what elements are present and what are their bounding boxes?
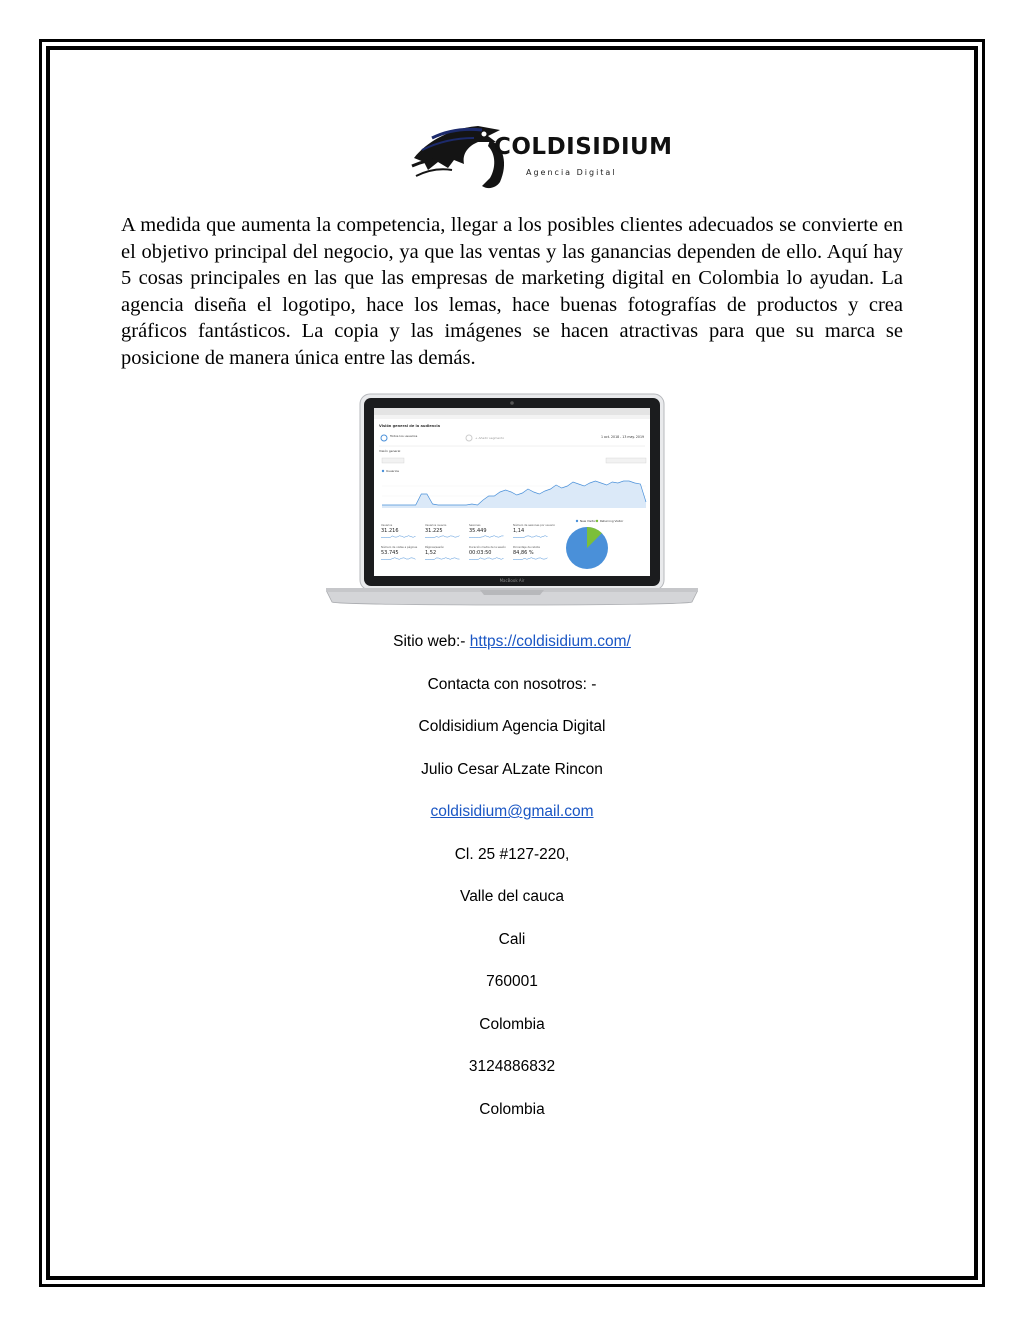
website-link[interactable]: https://coldisidium.com/ [469,633,631,650]
metric-label: Duración media de la sesión [469,546,506,549]
metric-label: Usuarios nuevos [425,524,447,527]
postal-code-line: 760001 [486,973,538,990]
screen-date-range: 1 oct. 2018 - 13 may. 2019 [601,435,645,439]
metric-value: 31.216 [381,528,399,534]
email-link-line [0,803,1024,821]
laptop-analytics-image [326,390,698,612]
camera-icon [510,401,514,405]
laptop-model-label: MacBook Air [499,578,525,583]
company-logo [408,120,673,190]
metric-value: 31.225 [425,528,443,534]
tab-overview: Visión general [379,449,401,453]
metric-label: Páginas/sesión [425,546,445,549]
metric-value: 1,14 [513,528,525,534]
city-line: Cali [498,931,526,948]
segment-add: + Añadir segmento [475,436,505,440]
metric-label: Usuarios [381,524,393,527]
company-name: Coldisidium Agencia Digital [418,718,606,735]
region-line: Valle del cauca [460,888,564,905]
pie-legend-new: New Visitor [580,519,596,523]
address-line: Cl. 25 #127-220, [454,846,570,863]
metric-label: Porcentaje de rebote [513,546,540,549]
segment-all: Todos los usuarios [390,434,418,438]
metric-value: 1,52 [425,550,437,556]
contact-heading: Contacta con nosotros: - [427,676,597,693]
brand-tagline: Agencia Digital [526,168,617,177]
metric-value: 00:03:50 [469,550,492,556]
metric-value: 84,86 % [513,550,534,556]
country-repeat-line: Colombia [479,1101,545,1118]
metric-label: Número de vistas a páginas [381,546,418,549]
metric-label: Sesiones [469,524,481,527]
metric-label: Número de sesiones por usuario [513,524,555,527]
email-link[interactable]: coldisidium@gmail.com [430,803,594,820]
metric-value: 35.449 [469,528,487,534]
screen-title: Visión general de la audiencia [379,424,441,428]
intro-paragraph: A medida que aumenta la competencia, llegar a los posibles clientes adecuados se convierte en el objetivo principal del negocio, ya que las ventas y las ganancias dependen de ello. Aquí hay 5 cosas principales en las que las empresas de marketing digital en Colombia lo ayudan. La agencia diseña el logotipo, hace los lemas, hace buenas fotografías de productos y crea gráficos fantásticos. La copia y las imágenes se hacen atractivas para que su marca se posicione de manera única entre las demás. [121,214,903,369]
phone-line: 3124886832 [468,1058,556,1075]
pie-legend-returning: Returning Visitor [600,519,624,523]
metric-value: 53.745 [381,550,399,556]
brand-wordmark: COLDISIDIUM [494,134,673,160]
legend-users: Usuarios [386,469,399,473]
country-line: Colombia [479,1016,545,1033]
panther-head-icon [408,120,508,190]
website-label: Sitio web:- [393,633,470,650]
website-line [0,633,1024,651]
contact-person: Julio Cesar ALzate Rincon [421,761,603,778]
